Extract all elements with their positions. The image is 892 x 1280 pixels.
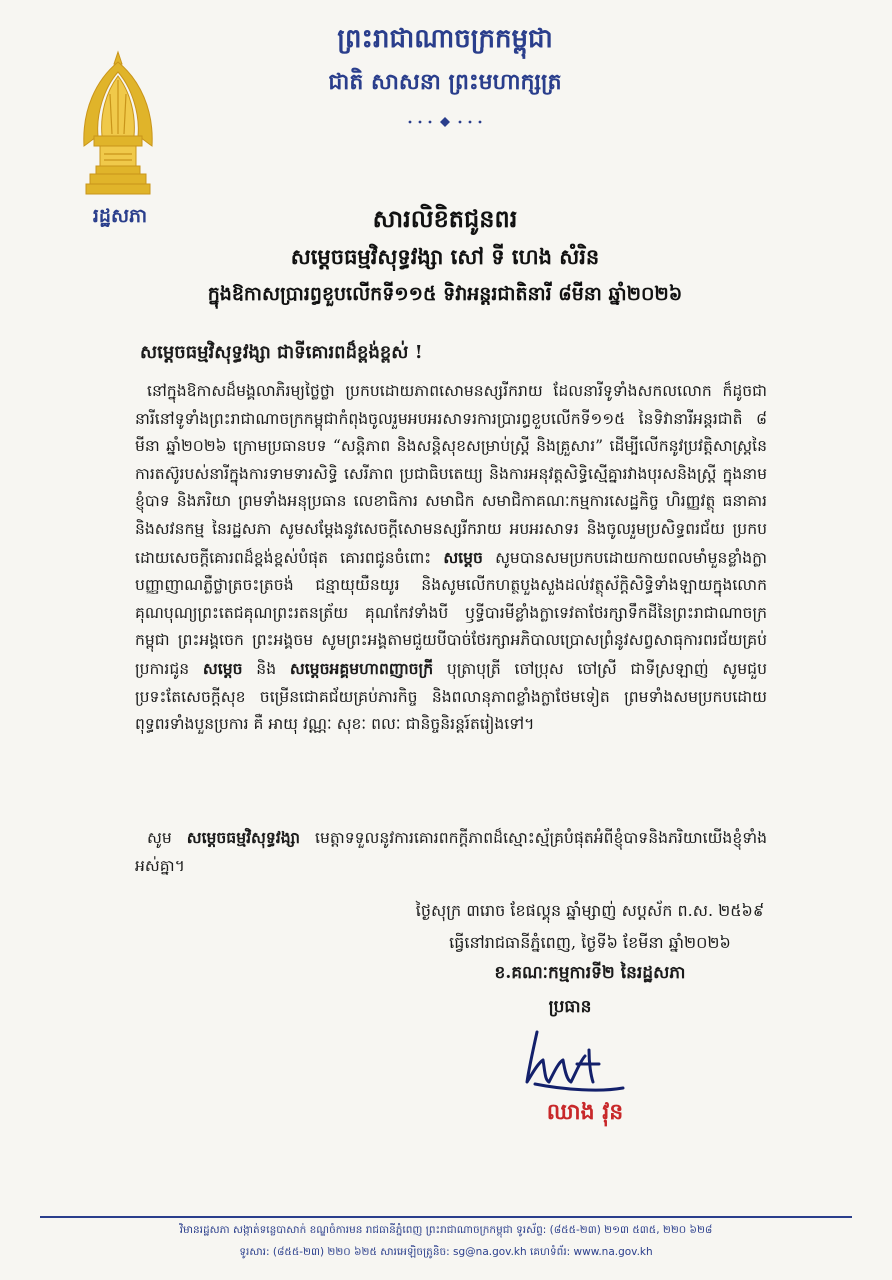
ornament-divider-icon — [400, 115, 490, 129]
letter-recipient: សម្តេចធម្មវិសុទ្ធវង្សា សៅ ទី ហេង សំរិន — [290, 244, 600, 269]
footer-address: វិមានរដ្ឋសភា សង្កាត់ទន្លេបាសាក់ ខណ្ឌចំការមន រាជធានីភ្នំពេញ ព្រះរាជាណាចក្រកម្ពុជា ទូរស័ព្ទ: (៨៥៥-២៣) ២១៣ ៥៣៥, ២២០ ៦២៨ — [179, 1224, 713, 1236]
closing-post: មេត្តាទទួលនូវការគោរពកក្តីភាពដ៏ស្មោះស្ម័គ្របំផុតអំពីខ្ញុំបាទនិងភរិយាយើងខ្ញុំទាំងអស់គ្នា។ — [135, 829, 767, 875]
lunar-date: ថ្ងៃសុក្រ ៣រោច ខែផល្គុន ឆ្នាំម្សាញ់ សប្តស័ក ព.ស. ២៥៦៩ — [415, 901, 765, 920]
committee-name: ខ.គណៈកម្មការទី២ នៃរដ្ឋសភា — [494, 963, 686, 983]
org-name: រដ្ឋសភា — [92, 205, 148, 227]
signatory-name: ឈាង វុន — [546, 1099, 624, 1125]
national-motto: ជាតិ សាសនា ព្រះមហាក្សត្រ — [328, 69, 562, 95]
body-bold-wife-title: សម្តេចអគ្គមហាពញាចក្រី — [289, 658, 434, 678]
closing-bold-name: សម្តេចធម្មវិសុទ្ធវង្សា — [186, 828, 301, 847]
handwritten-signature-icon — [515, 1020, 635, 1100]
signatory-role: ប្រធាន — [548, 997, 592, 1017]
footer-contacts: ទូរសារ: (៨៥៥-២៣) ២២០ ៦២៥ សារអេឡិចត្រូនិច: sg@na.gov.kh គេហទំព័រ: www.na.gov.kh — [239, 1246, 653, 1258]
body-part-1: នៅក្នុងឱកាសដ៏មង្គលាភិរម្យថ្លៃថ្លា ប្រកបដោយភាពសោមនស្សរីករាយ ដែលនារីទូទាំងសកលលោក ក៏ដូចជានារីនៅទូទាំងព្រះរាជាណាចក្រកម្ពុជាកំពុងចូលរួមអបអរសាទរការប្រារព្ធខួបលើកទី១១៥ នៃទិវានារីអន្តរជាតិ ៨ មីនា ឆ្នាំ២០២៦ ក្រោមប្រធានបទ “សន្តិភាព និងសន្តិសុខសម្រាប់ស្ត្រី និងគ្រួសារ” ដើម្បីលើកនូវប្រវត្តិសាស្ត្រនៃការតស៊ូរបស់នារីក្នុងការទាមទារសិទ្ធិ សេរីភាព ប្រជាធិបតេយ្យ និងការអនុវត្តសិទ្ធិស្មើគ្នារវាងបុរសនិងស្ត្រី ក្នុងនាមខ្ញុំបាទ និងភរិយា ព្រមទាំងអនុប្រធាន លេខាធិការ សមាជិក សមាជិកាគណៈកម្មការសេដ្ឋកិច្ច ហិរញ្ញវត្ថុ ធនាគារ និងសវនកម្ម នៃរដ្ឋសភា សូមសម្តែងនូវសេចក្តីសោមនស្សរីករាយ អបអរសាទរ និងចូលរួមប្រសិទ្ធពរជ័យ ប្រកបដោយសេចក្តីគោរពដ៏ខ្ពង់ខ្ពស់បំផុត គោរពជូនចំពោះ — [135, 382, 767, 567]
letter-occasion: ក្នុងឱកាសប្រារព្ធខួបលើកទី១១៥ ទិវាអន្តរជាតិនារី ៨មីនា ឆ្នាំ២០២៦ — [207, 283, 683, 305]
closing-pre: សូម — [147, 829, 172, 847]
letter-body — [135, 378, 767, 739]
body-bold-samdech: សម្តេច — [443, 547, 483, 567]
salutation: សម្តេចធម្មវិសុទ្ធវង្សា ជាទីគោរពដ៏ខ្ពង់ខ្ពស់ ! — [140, 342, 423, 363]
place-date: ធ្វើនៅរាជធានីភ្នំពេញ, ថ្ងៃទី៦ ខែមីនា ឆ្នាំ២០២៦ — [449, 933, 731, 952]
national-assembly-emblem-icon — [76, 50, 160, 198]
letter-title: សារលិខិតជូនពរ — [372, 204, 518, 233]
body-part-2: សូមបានសមប្រកបដោយកាយពលមាំមួនខ្លាំងក្លា បញ្ញាញាណភ្លឺថ្លាត្រចះត្រចង់ ជន្មាយុយឺនយូរ និងសូមលើកហត្ថបួងសួងដល់វត្ថុស័ក្តិសិទ្ធិទាំងឡាយក្នុងលោក គុណបុណ្យព្រះតេជគុណព្រះរតនត្រ័យ គុណកែវទាំងបី ឫទ្ធីបារមីខ្លាំងក្លាទេវតាថែរក្សាទឹកដីនៃព្រះរាជាណាចក្រកម្ពុជា ព្រះអង្គចេក ព្រះអង្គចម សូមព្រះអង្គតាមជួយបីបាច់ថែរក្សាអភិបាលប្រោសព្រំនូវសព្វសាធុការពរជ័យគ្រប់ប្រការជូន — [135, 548, 767, 678]
footer-divider — [40, 1216, 852, 1218]
body-and: និង — [256, 659, 277, 678]
closing-paragraph — [135, 824, 767, 880]
kingdom-heading: ព្រះរាជាណាចក្រកម្ពុជា — [337, 24, 553, 54]
body-part-3: បុត្រាបុត្រី ចៅប្រុស ចៅស្រី ជាទីស្រឡាញ់ សូមជួបប្រទះតែសេចក្តីសុខ ចម្រើនជោគជ័យគ្រប់ភារកិច្ច និងពលានុភាពខ្លាំងក្លាថែមទៀត ព្រមទាំងសមប្រកបដោយពុទ្ធពរទាំងបួនប្រការ គឺ អាយុ វណ្ណៈ សុខៈ ពលៈ ជានិច្ចនិរន្តរ៍តរៀងទៅ។ — [135, 659, 767, 734]
body-bold-samdech-2: សម្តេច — [202, 658, 243, 678]
